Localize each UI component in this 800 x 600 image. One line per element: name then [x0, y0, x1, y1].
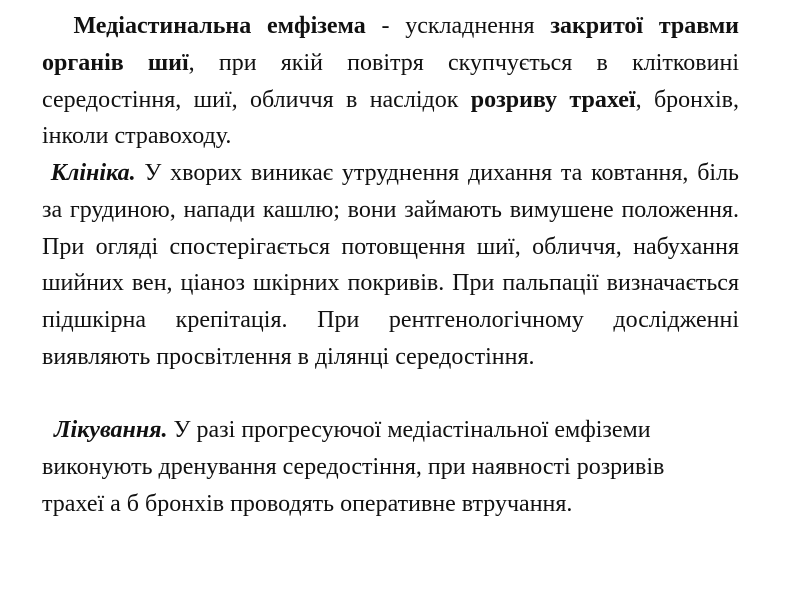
paragraph-treatment: [42, 412, 739, 522]
term-mediastinal-emphysema: Медіастинальна емфізема: [73, 13, 366, 39]
paragraph-indent: [42, 160, 51, 186]
heading-clinic: Клініка.: [50, 160, 136, 186]
clinic-text: У хворих виникає утруднення дихання та ковтання, біль за грудиною, напади кашлю; вони займають вимушене положення. При огляді спостерігається потовщення шиї, обличчя, набухання шийних вен, ціаноз шкірних покривів. При пальпації визначається підшкірна крепітація. При рентгенологічному дослідженні виявляють просвітлення в ділянці середостіння.: [42, 160, 739, 370]
paragraph-clinical-picture: [42, 155, 739, 376]
emphasis-tracheal-rupture: розриву трахеї: [470, 86, 636, 113]
emphasis-closed-neck-trauma: закритої травми органів шиї: [42, 13, 739, 76]
heading-treatment: Лікування.: [54, 417, 168, 443]
treatment-line-3: трахеї а б бронхів проводять оперативне втручання.: [42, 490, 573, 517]
definition-text-part1: - ускладнення: [365, 13, 551, 39]
treatment-line-1: [42, 412, 739, 449]
paragraph-indent: [42, 13, 73, 39]
definition-text-part3: , бронхів, інколи стравоходу.: [42, 86, 740, 150]
treatment-text-line-1: У разі прогресуючої медіастінальної емфіземи: [167, 417, 651, 443]
paragraph-indent: [42, 417, 54, 443]
treatment-line-2: виконують дренування середостіння, при наявності розривів: [42, 453, 665, 480]
paragraph-emphysema-definition: [42, 8, 739, 155]
definition-text-part2: , при якій повітря скупчується в клітковині середостіння, шиї, обличчя в наслідок: [42, 49, 739, 113]
